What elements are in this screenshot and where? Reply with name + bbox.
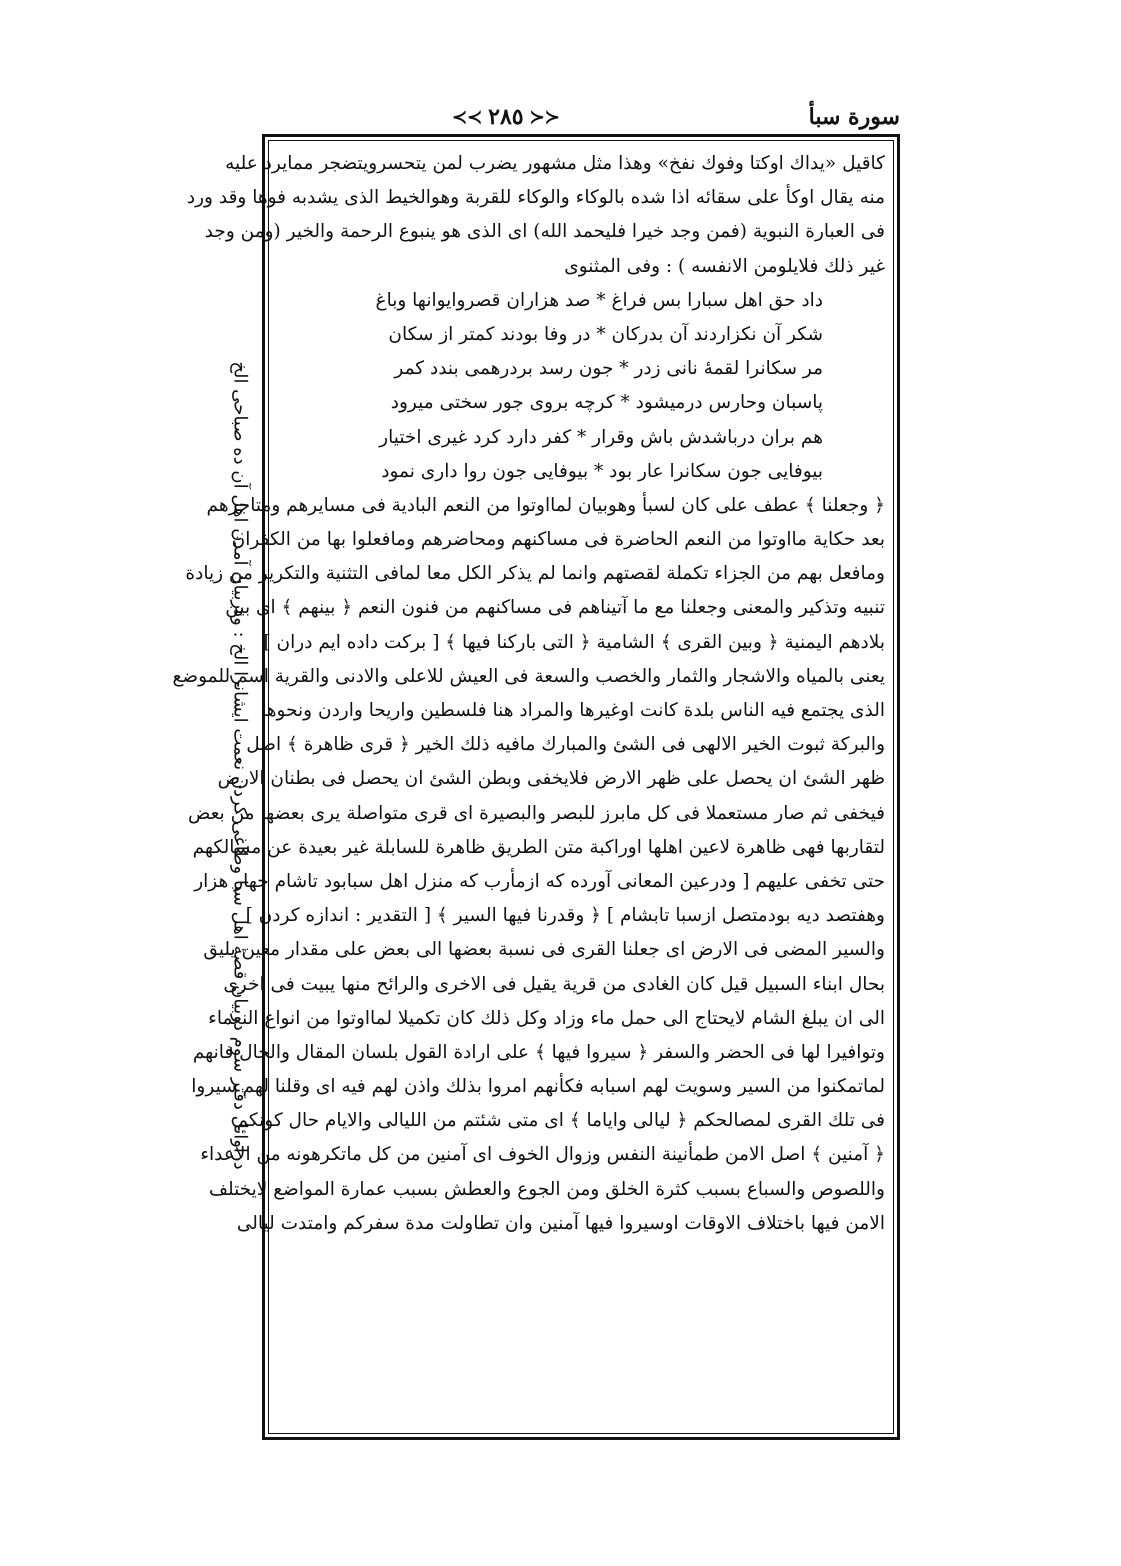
text-line: فيخفى ثم صار مستعملا فى كل مابرز للبصر والبصيرة اى قرى متواصلة يرى بعضها من بعض: [187, 802, 885, 824]
text-line: فى تلك القرى لمصالحكم ﴿ ليالى واياما ﴾ اى متى شئتم من الليالى والايام حال كونكم: [236, 1110, 885, 1132]
margin-note-text: دراوائل دفتر سوم دربيان قصهٔ اهل سبا وطاغى كردن نعمت ايشانرا الخ : ودربيان آمدن اهل آن ده صباحى الخ: [229, 360, 251, 1170]
ornament-right-icon: ≺≺: [529, 106, 560, 128]
text-line: والسير المضى فى الارض اى جعلنا القرى فى نسبة بعضها الى بعض على مقدار معين يليق: [203, 939, 885, 961]
text-line: وهفتصد ديه بودمتصل ازسبا تابشام ] ﴿ وقدرنا فيها السير ﴾ [ التقدير : اندازه كردن ]: [245, 905, 885, 927]
page-number-block: [452, 104, 560, 130]
text-line: الامن فيها باختلاف الاوقات اوسيروا فيها آمنين وان تطاولت مدة سفركم وامتدت ليالى: [236, 1212, 885, 1234]
poem-verse: شكر آن نكزاردند آن بدركان * در وفا بودند كمتر از سكان: [388, 323, 823, 345]
text-line: ومافعل بهم من الجزاء تكملة لقصتهم وانما لم يذكر الكل معا لمافى التثنية والتكرير من زيادة: [185, 563, 885, 585]
poem-verse: هم بران درباشدش باش وقرار * كفر دارد كرد غيرى اختيار: [379, 426, 823, 448]
text-line: لماتمكنوا من السير وسويت لهم اسبابه فكأنهم امروا بذلك واذن لهم فيه اى وقلنا لهم سيروا: [191, 1076, 885, 1098]
poem-verse: مر سكانرا لقمهٔ نانى زدر * جون رسد بردرهمى بندد كمر: [394, 358, 823, 380]
text-line: والبركة ثبوت الخير الالهى فى الشئ والمبارك مافيه ذلك الخير ﴿ قرى ظاهرة ﴾ اصل: [246, 734, 885, 756]
text-line: بحال ابناء السبيل قيل كان الغادى من قرية يقيل فى الاخرى والرائح منها يبيت فى اخرى: [223, 973, 885, 995]
text-line: حتى تخفى عليهم [ ودرعين المعانى آورده كه ازمأرب كه منزل اهل سبابود تاشام جهار هزار: [194, 870, 885, 892]
text-line: لتقاربها فهى ظاهرة لاعين اهلها اوراكبة متن الطريق ظاهرة للسابلة غير بعيدة عن مسالكهم: [192, 836, 885, 858]
text-line: ظهر الشئ ان يحصل على ظهر الارض فلايخفى وبطن الشئ ان يحصل فى بطنان الارض: [217, 768, 885, 790]
text-line: واللصوص والسباع بسبب كثرة الخلق ومن الجوع والعطش بسبب عمارة المواضع لايختلف: [208, 1178, 885, 1200]
text-line: الذى يجتمع فيه الناس بلدة كانت اوغيرها والمراد هنا فلسطين واريحا واردن ونحوها: [261, 700, 885, 721]
ornament-left-icon: ≻≻: [452, 106, 483, 128]
text-line: ﴿ آمنين ﴾ اصل الامن طمأنينة النفس وزوال الخوف اى آمنين من كل ماتكرهونه من الاعداء: [200, 1144, 885, 1166]
text-line: تنبيه وتذكير والمعنى وجعلنا مع ما آتيناهم فى مساكنهم من فنون النعم ﴿ بينهم ﴾ اى بين: [225, 597, 885, 619]
text-line: الى ان يبلغ الشام لايحتاج الى حمل ماء وزاد وكل ذلك كان تكميلا لمااوتوا من انواع النعماء: [208, 1007, 885, 1029]
text-line: وتوافيرا لها فى الحضر والسفر ﴿ سيروا فيها ﴾ على ارادة القول بلسان المقال والحال فانهم: [192, 1041, 885, 1063]
text-line: غير ذلك فلايلومن الانفسه ) : وفى المثنوى: [564, 255, 885, 277]
surah-title: سورة سبأ: [808, 104, 900, 130]
text-line: ﴿ وجعلنا ﴾ عطف على كان لسبأ وهوبيان لمااوتوا من النعم البادية فى مسايرهم ومتاجرهم: [206, 494, 885, 516]
poem-verse: پاسبان وحارس درميشود * كرچه بروى جور سختى ميرود: [390, 392, 823, 414]
text-line: بلادهم اليمنية ﴿ وبين القرى ﴾ الشامية ﴿ التى باركنا فيها ﴾ [ بركت داده ايم دران ]: [263, 631, 885, 653]
poem-verse: داد حق اهل سبارا بس فراغ * صد هزاران قصروايوانها وباغ: [375, 289, 823, 311]
text-line: يعنى بالمياه والاشجار والثمار والخصب والسعة فى العيش للاعلى والادنى والقرية اسم للموضع: [172, 665, 885, 687]
text-line: منه يقال اوكأ على سقائه اذا شده بالوكاء والوكاء للقربة وهوالخيط الذى يشدبه فوها وقد ورد: [186, 187, 885, 209]
text-line: كاقيل «يداك اوكتا وفوك نفخ» وهذا مثل مشهور يضرب لمن يتحسرويتضجر ممايرد عليه: [225, 153, 885, 174]
text-line: فى العبارة النبوية (فمن وجد خيرا فليحمد الله) اى الذى هو ينبوع الرحمة والخير (ومن وجد: [204, 221, 885, 243]
page-number: ٢٨٥: [488, 104, 524, 130]
page-header: [262, 100, 900, 134]
text-line: بعد حكاية مااوتوا من النعم الحاضرة فى مساكنهم ومحاضرهم ومافعلوا بها من الكفران: [231, 529, 885, 551]
poem-verse: بيوفايى جون سكانرا عار بود * بيوفايى جون روا دارى نمود: [381, 460, 823, 482]
